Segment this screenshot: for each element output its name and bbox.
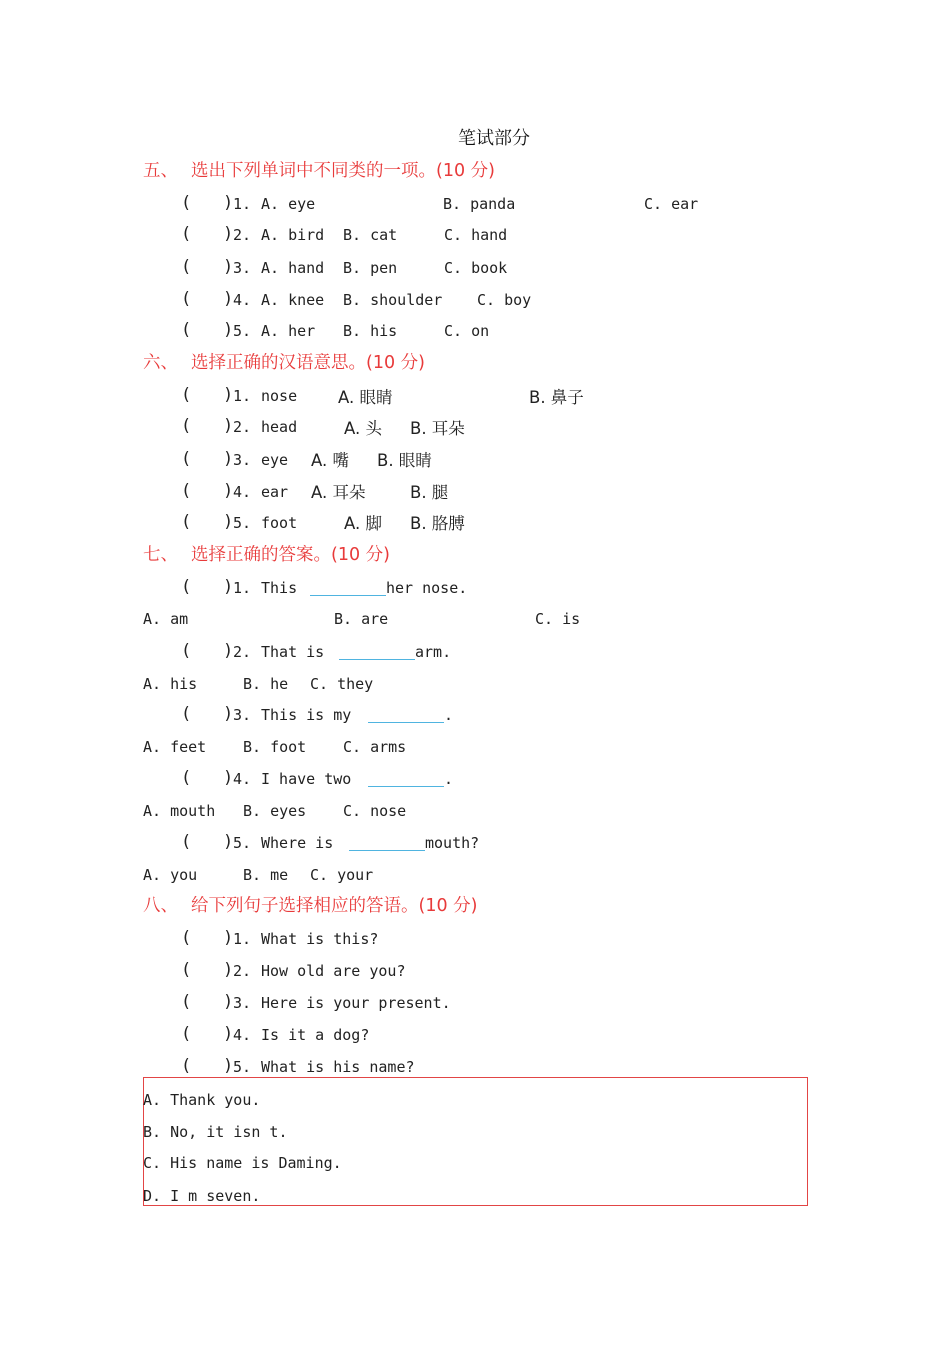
question-text: What is his name? — [261, 1058, 415, 1076]
option-a: A. bird — [261, 226, 325, 244]
paren-open: ( — [181, 768, 192, 788]
paren-close: ) — [223, 704, 234, 724]
question-number: 5. — [233, 1058, 252, 1076]
option-c: C. hand — [444, 226, 508, 244]
paren-close: ) — [223, 224, 234, 244]
option-c: C. they — [310, 675, 374, 693]
option-c: C. book — [444, 259, 508, 277]
option-a: A. 脚 — [344, 514, 382, 533]
question-text: How old are you? — [261, 962, 406, 980]
option-b: B. 耳朵 — [410, 419, 465, 438]
paren-open: ( — [181, 928, 192, 948]
answer-option-a: A. Thank you. — [143, 1091, 261, 1109]
answer-blank — [368, 710, 444, 723]
question-number: 3. — [233, 706, 252, 724]
section-7-heading — [143, 541, 390, 566]
page-title: 笔试部分 — [458, 128, 530, 149]
paren-close: ) — [223, 768, 234, 788]
option-a: A. 嘴 — [311, 451, 349, 470]
question-number: 5. — [233, 514, 252, 532]
option-a: A. her — [261, 322, 316, 340]
paren-close: ) — [223, 385, 234, 405]
question-word: ear — [261, 483, 289, 501]
answer-blank — [310, 583, 386, 596]
paren-close: ) — [223, 1024, 234, 1044]
section-number: 五、 — [143, 161, 178, 181]
section-title: 选择正确的答案。(10 分) — [191, 545, 390, 565]
paren-open: ( — [181, 704, 192, 724]
option-b: B. 胳膊 — [410, 514, 465, 533]
option-a: A. knee — [261, 291, 325, 309]
question-number: 2. — [233, 643, 252, 661]
option-a: A. you — [143, 866, 198, 884]
paren-open: ( — [181, 577, 192, 597]
question-word: nose — [261, 387, 298, 405]
option-b: B. cat — [343, 226, 398, 244]
paren-open: ( — [181, 960, 192, 980]
answer-option-b: B. No, it isn t. — [143, 1123, 288, 1141]
option-b: B. panda — [443, 195, 516, 213]
option-c: C. ear — [644, 195, 699, 213]
paren-open: ( — [181, 512, 192, 532]
paren-open: ( — [181, 641, 192, 661]
question-text-end: . — [444, 770, 454, 788]
question-text-end: arm. — [415, 643, 452, 661]
paren-close: ) — [223, 416, 234, 436]
paren-close: ) — [223, 641, 234, 661]
paren-close: ) — [223, 928, 234, 948]
option-b: B. 腿 — [410, 483, 449, 502]
option-a: A. 眼睛 — [338, 388, 393, 407]
question-text: This is my — [261, 706, 352, 724]
option-c: C. arms — [343, 738, 407, 756]
section-number: 八、 — [143, 896, 178, 916]
section-title: 选出下列单词中不同类的一项。(10 分) — [191, 161, 495, 181]
section-5-heading — [143, 157, 495, 182]
option-b: B. pen — [343, 259, 398, 277]
paren-open: ( — [181, 193, 192, 213]
option-a: A. hand — [261, 259, 325, 277]
question-number: 1. — [233, 930, 252, 948]
paren-close: ) — [223, 257, 234, 277]
question-number: 2. — [233, 226, 252, 244]
section-6-heading — [143, 349, 425, 374]
option-a: A. 头 — [344, 419, 382, 438]
question-number: 3. — [233, 451, 252, 469]
option-a: A. eye — [261, 195, 316, 213]
paren-close: ) — [223, 289, 234, 309]
question-word: eye — [261, 451, 289, 469]
question-text: Where is — [261, 834, 334, 852]
question-text: I have two — [261, 770, 352, 788]
question-number: 4. — [233, 1026, 252, 1044]
paren-open: ( — [181, 1056, 192, 1076]
answer-blank — [368, 774, 444, 787]
answer-option-c: C. His name is Daming. — [143, 1154, 342, 1172]
option-c: C. on — [444, 322, 490, 340]
paren-close: ) — [223, 832, 234, 852]
paren-open: ( — [181, 289, 192, 309]
question-number: 1. — [233, 387, 252, 405]
paren-close: ) — [223, 1056, 234, 1076]
question-number: 1. — [233, 579, 252, 597]
paren-open: ( — [181, 416, 192, 436]
paren-close: ) — [223, 577, 234, 597]
question-number: 3. — [233, 994, 252, 1012]
answer-blank — [349, 838, 425, 851]
question-text-end: mouth? — [425, 834, 480, 852]
question-number: 3. — [233, 259, 252, 277]
option-a: A. 耳朵 — [311, 483, 366, 502]
paren-open: ( — [181, 481, 192, 501]
option-c: C. nose — [343, 802, 407, 820]
question-text: This — [261, 579, 298, 597]
question-number: 1. — [233, 195, 252, 213]
option-b: B. he — [243, 675, 289, 693]
question-number: 2. — [233, 962, 252, 980]
option-a: A. am — [143, 610, 189, 628]
answer-option-d: D. I m seven. — [143, 1187, 261, 1205]
question-number: 4. — [233, 483, 252, 501]
question-text: Here is your present. — [261, 994, 451, 1012]
paren-close: ) — [223, 449, 234, 469]
question-text: Is it a dog? — [261, 1026, 370, 1044]
section-8-heading — [143, 892, 478, 917]
option-b: B. are — [334, 610, 389, 628]
section-title: 给下列句子选择相应的答语。(10 分) — [191, 896, 478, 916]
paren-close: ) — [223, 960, 234, 980]
question-number: 2. — [233, 418, 252, 436]
question-number: 5. — [233, 322, 252, 340]
option-a: A. mouth — [143, 802, 216, 820]
question-text-end: . — [444, 706, 454, 724]
paren-close: ) — [223, 481, 234, 501]
option-c: C. boy — [477, 291, 532, 309]
question-text: That is — [261, 643, 325, 661]
paren-open: ( — [181, 385, 192, 405]
option-b: B. me — [243, 866, 289, 884]
question-word: head — [261, 418, 298, 436]
paren-open: ( — [181, 320, 192, 340]
paren-close: ) — [223, 193, 234, 213]
option-a: A. his — [143, 675, 198, 693]
option-b: B. eyes — [243, 802, 307, 820]
option-b: B. 鼻子 — [529, 388, 584, 407]
option-c: C. is — [535, 610, 581, 628]
option-b: B. his — [343, 322, 398, 340]
paren-close: ) — [223, 512, 234, 532]
paren-open: ( — [181, 224, 192, 244]
section-number: 七、 — [143, 545, 178, 565]
question-text: What is this? — [261, 930, 379, 948]
paren-open: ( — [181, 832, 192, 852]
section-number: 六、 — [143, 353, 178, 373]
paren-open: ( — [181, 449, 192, 469]
question-number: 4. — [233, 770, 252, 788]
option-a: A. feet — [143, 738, 207, 756]
question-number: 4. — [233, 291, 252, 309]
question-number: 5. — [233, 834, 252, 852]
paren-open: ( — [181, 992, 192, 1012]
answer-blank — [339, 647, 415, 660]
paren-close: ) — [223, 992, 234, 1012]
option-c: C. your — [310, 866, 374, 884]
option-b: B. 眼睛 — [377, 451, 432, 470]
question-word: foot — [261, 514, 298, 532]
paren-close: ) — [223, 320, 234, 340]
paren-open: ( — [181, 1024, 192, 1044]
question-text-end: her nose. — [386, 579, 468, 597]
section-title: 选择正确的汉语意思。(10 分) — [191, 353, 425, 373]
option-b: B. shoulder — [343, 291, 443, 309]
paren-open: ( — [181, 257, 192, 277]
option-b: B. foot — [243, 738, 307, 756]
